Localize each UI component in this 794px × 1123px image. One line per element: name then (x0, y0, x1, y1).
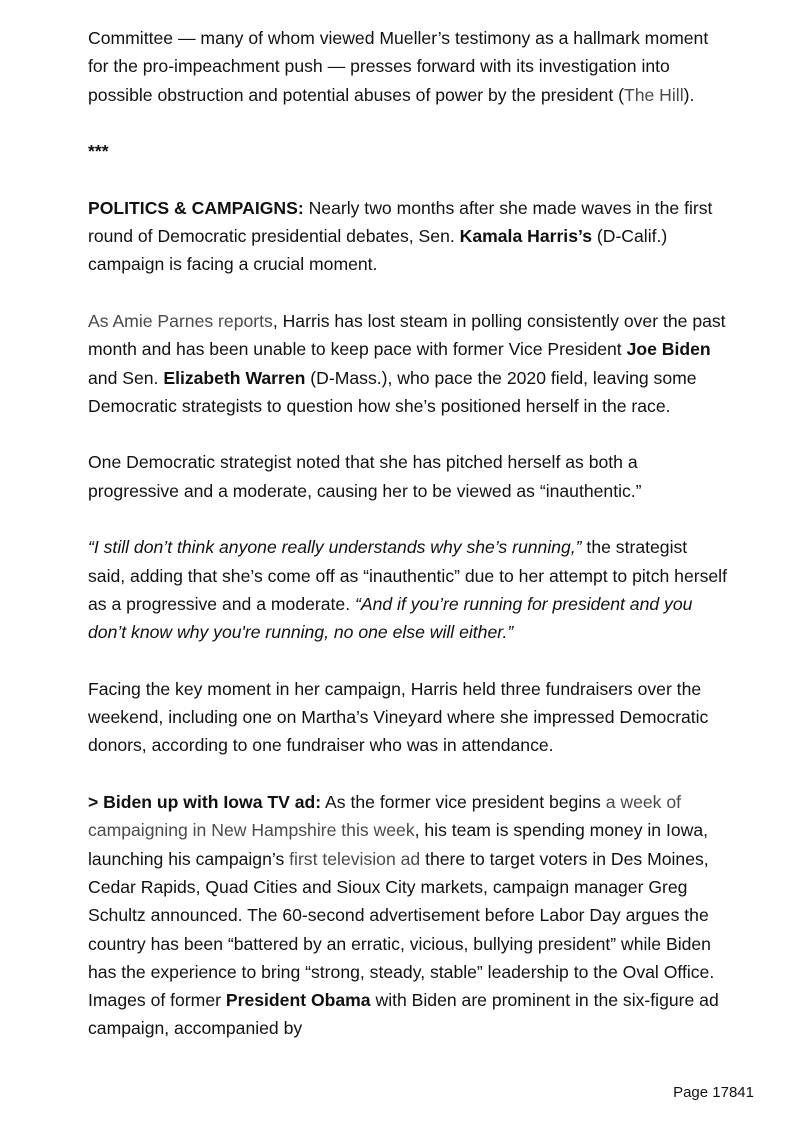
text-run: Committee — many of whom viewed Mueller’s testimony as a hallmark moment for the pro-impeachment push — presses forward with its investigation into possible obstruction and potential abuses of power by the president ( (88, 28, 709, 105)
paragraph-strategist-note (88, 448, 728, 505)
text-run: there to target voters in Des Moines, Cedar Rapids, Quad Cities and Sioux City markets, campaign manager Greg Schultz announced. The 60-second advertisement before Labor Day argues the country has been “battered by an erratic, vicious, bullying president” while Biden has the experience to bring “strong, steady, stable” leadership to the Oval Office. Images of former (88, 848, 715, 1011)
person-name: Kamala Harris’s (459, 226, 592, 247)
article-body (88, 24, 728, 1082)
text-run: Facing the key moment in her campaign, Harris held three fundraisers over the weekend, including one on Martha’s Vineyard where she impressed Democratic donors, according to one fundraiser who was in attendance. (88, 678, 709, 756)
link-new-hampshire-campaigning[interactable]: a week of campaigning in New Hampshire this week (88, 792, 682, 841)
quote: “I still don’t think anyone really understands why she’s running,” (88, 537, 582, 558)
link-the-hill[interactable]: The Hill (623, 84, 684, 105)
text-run: and Sen. (88, 367, 164, 388)
quote: “And if you’re running for president and you don’t know why you're running, no one else will either.” (88, 593, 693, 643)
text-run: As the former vice president begins (321, 792, 606, 813)
separator-text: *** (88, 141, 109, 162)
paragraph-politics-campaigns (88, 194, 728, 279)
link-first-television-ad[interactable]: first television ad (289, 848, 421, 869)
section-label: POLITICS & CAMPAIGNS: (88, 197, 304, 218)
text-run: (D-Calif.) campaign is facing a crucial moment. (88, 226, 668, 275)
link-amie-parnes-reports[interactable]: As Amie Parnes reports (88, 310, 273, 331)
text-run: with Biden are prominent in the six-figure ad campaign, accompanied by (88, 990, 719, 1039)
text-run: , his team is spending money in Iowa, launching his campaign’s (88, 820, 709, 869)
section-separator (88, 137, 728, 165)
paragraph-fundraisers (88, 675, 728, 760)
paragraph-strategist-quote (88, 533, 728, 646)
person-name: Elizabeth Warren (163, 367, 306, 388)
paragraph-biden-iowa-ad (88, 788, 728, 1043)
section-label: > Biden up with Iowa TV ad: (88, 792, 322, 813)
paragraph-harris-polling (88, 307, 728, 420)
text-run: the strategist said, adding that she’s come off as “inauthentic” due to her attempt to pitch herself as a progressive and a moderate. (88, 537, 727, 614)
page-number: Page 17841 (673, 1084, 754, 1101)
text-run: , Harris has lost steam in polling consistently over the past month and has been unable to keep pace with former Vice President (88, 310, 726, 360)
text-run: ). (683, 84, 695, 105)
text-run: One Democratic strategist noted that she has pitched herself as both a progressive and a moderate, causing her to be viewed as “inauthentic.” (88, 452, 642, 501)
person-name: Joe Biden (626, 339, 711, 360)
text-run: Nearly two months after she made waves in the first round of Democratic presidential debates, Sen. (88, 197, 713, 247)
text-run: (D-Mass.), who pace the 2020 field, leaving some Democratic strategists to question how she’s positioned herself in the race. (88, 367, 697, 416)
paragraph-judiciary-investigation (88, 24, 728, 109)
person-name: President Obama (225, 990, 371, 1011)
